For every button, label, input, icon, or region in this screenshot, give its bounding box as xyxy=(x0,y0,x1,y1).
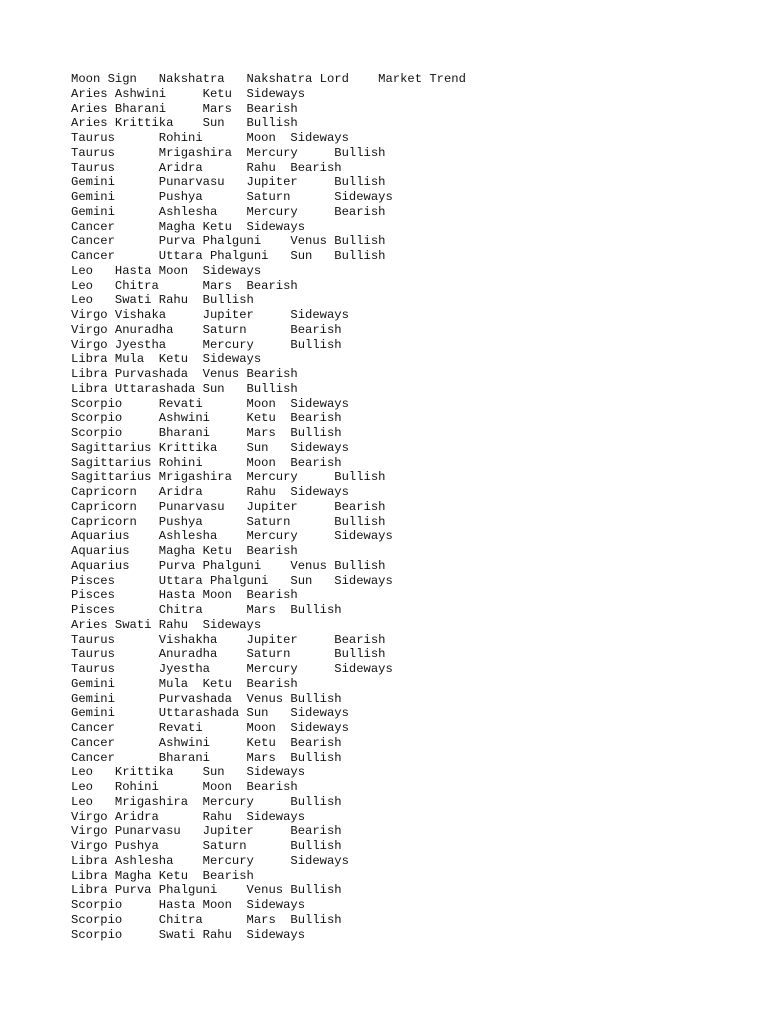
text-line: Leo Rohini Moon Bearish xyxy=(71,780,298,794)
text-line: Aquarius Purva Phalguni Venus Bullish xyxy=(71,558,386,573)
text-line: Pisces Chitra Mars Bullish xyxy=(71,603,342,617)
text-line: Leo Chitra Mars Bearish xyxy=(71,278,298,293)
text-line: Scorpio Bharani Mars Bullish xyxy=(71,426,342,440)
text-line: Scorpio Ashwini Ketu Bearish xyxy=(71,411,342,426)
text-line: Libra Ashlesha Mercury Sideways xyxy=(71,853,349,868)
text-line: Scorpio Revati Moon Sideways xyxy=(71,396,349,411)
text-line: Leo Krittika Sun Sideways xyxy=(71,765,306,780)
text-line: Capricorn Punarvasu Jupiter Bearish xyxy=(71,499,386,514)
text-line: Libra Purva Phalguni Venus Bullish xyxy=(71,883,342,898)
text-line: Gemini Uttarashada Sun Sideways xyxy=(71,706,349,721)
text-line: Cancer Revati Moon Sideways xyxy=(71,721,349,735)
text-line: Aries Ashwini Ketu Sideways xyxy=(71,86,306,101)
text-line: Virgo Punarvasu Jupiter Bearish xyxy=(71,824,342,839)
text-line: Libra Magha Ketu Bearish xyxy=(71,868,254,883)
text-line: Cancer Purva Phalguni Venus Bullish xyxy=(71,234,386,249)
text-line: Cancer Bharani Mars Bullish xyxy=(71,750,342,765)
text-line: Gemini Pushya Saturn Sideways xyxy=(71,190,393,204)
text-line: Pisces Hasta Moon Bearish xyxy=(71,588,298,603)
text-line: Sagittarius Krittika Sun Sideways xyxy=(71,440,349,455)
text-line: Cancer Magha Ketu Sideways xyxy=(71,219,306,234)
text-line: Cancer Uttara Phalguni Sun Bullish xyxy=(71,249,386,263)
text-line: Aries Swati Rahu Sideways xyxy=(71,617,262,632)
text-line: Sagittarius Mrigashira Mercury Bullish xyxy=(71,470,386,485)
text-line: Taurus Vishakha Jupiter Bearish xyxy=(71,632,386,647)
text-line: Aries Krittika Sun Bullish xyxy=(71,116,298,131)
text-line: Leo Hasta Moon Sideways xyxy=(71,263,262,278)
text-line: Libra Mula Ketu Sideways xyxy=(71,352,262,367)
text-line: Aries Bharani Mars Bearish xyxy=(71,101,298,116)
text-line: Gemini Purvashada Venus Bullish xyxy=(71,691,342,706)
text-line: Sagittarius Rohini Moon Bearish xyxy=(71,455,342,470)
text-line: Leo Mrigashira Mercury Bullish xyxy=(71,794,342,809)
text-line: Cancer Ashwini Ketu Bearish xyxy=(71,735,342,750)
text-line: Virgo Aridra Rahu Sideways xyxy=(71,809,306,824)
text-line: Taurus Rohini Moon Sideways xyxy=(71,131,349,145)
text-line: Gemini Ashlesha Mercury Bearish xyxy=(71,204,386,219)
text-line: Scorpio Swati Rahu Sideways xyxy=(71,927,306,942)
text-line: Taurus Anuradha Saturn Bullish xyxy=(71,647,386,662)
text-line: Taurus Aridra Rahu Bearish xyxy=(71,160,342,175)
header-line: Moon Sign Nakshatra Nakshatra Lord Market Trend xyxy=(71,72,466,86)
text-line: Virgo Anuradha Saturn Bearish xyxy=(71,322,342,337)
text-line: Aquarius Ashlesha Mercury Sideways xyxy=(71,529,393,544)
text-line: Libra Purvashada Venus Bearish xyxy=(71,367,298,381)
text-line: Gemini Mula Ketu Bearish xyxy=(71,676,298,691)
text-line: Gemini Punarvasu Jupiter Bullish xyxy=(71,175,386,190)
text-line: Libra Uttarashada Sun Bullish xyxy=(71,381,298,396)
text-line: Capricorn Pushya Saturn Bullish xyxy=(71,514,386,529)
text-line: Capricorn Aridra Rahu Sideways xyxy=(71,485,349,499)
text-line: Virgo Vishaka Jupiter Sideways xyxy=(71,308,349,322)
text-line: Taurus Jyestha Mercury Sideways xyxy=(71,662,393,676)
text-line: Taurus Mrigashira Mercury Bullish xyxy=(71,145,386,160)
text-line: Virgo Pushya Saturn Bullish xyxy=(71,839,342,853)
text-line: Scorpio Hasta Moon Sideways xyxy=(71,898,306,912)
text-line: Virgo Jyestha Mercury Bullish xyxy=(71,337,342,352)
text-line: Leo Swati Rahu Bullish xyxy=(71,293,254,308)
nakshatra-text-table xyxy=(71,72,466,942)
text-line: Aquarius Magha Ketu Bearish xyxy=(71,544,298,558)
text-line: Pisces Uttara Phalguni Sun Sideways xyxy=(71,573,393,588)
text-line: Scorpio Chitra Mars Bullish xyxy=(71,912,342,927)
